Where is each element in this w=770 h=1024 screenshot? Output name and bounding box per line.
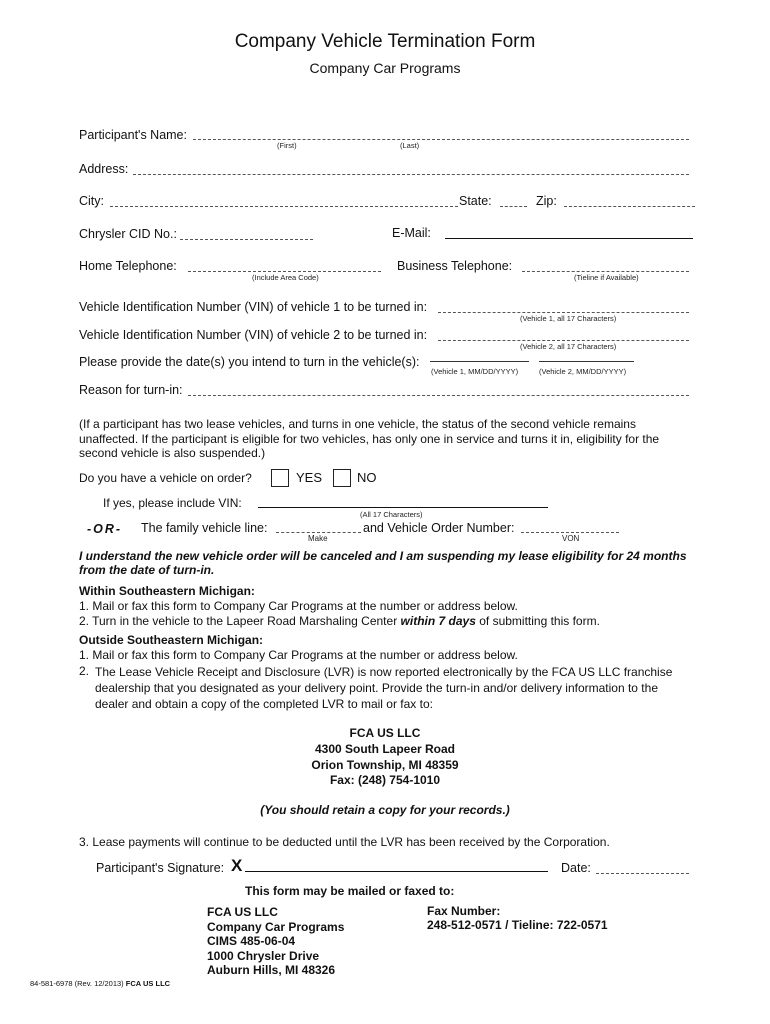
email-field[interactable]	[445, 238, 693, 239]
participant-name-label: Participant's Name:	[79, 128, 187, 142]
fax-number-value: 248-512-0571 / Tieline: 722-0571	[427, 918, 608, 932]
last-name-hint: (Last)	[400, 141, 420, 150]
within-item-2-text: 2. Turn in the vehicle to the Lapeer Road Marshaling Center	[79, 614, 401, 628]
state-label: State:	[459, 194, 492, 208]
within-item-1: 1. Mail or fax this form to Company Car Programs at the number or address below.	[79, 599, 518, 613]
zip-field[interactable]	[564, 206, 695, 207]
mail-address	[207, 905, 407, 978]
fax-number-label: Fax Number:	[427, 904, 501, 918]
vehicle-on-order-question: Do you have a vehicle on order?	[79, 471, 252, 485]
mail-address-line: Auburn Hills, MI 48326	[207, 963, 336, 977]
within-item-2-tail: of submitting this form.	[475, 614, 600, 628]
within-item-2-emphasis: within 7 days	[400, 614, 476, 628]
email-label: E-Mail:	[392, 226, 431, 240]
vin1-field[interactable]	[438, 312, 689, 313]
vin1-label: Vehicle Identification Number (VIN) of vehicle 1 to be turned in:	[79, 300, 428, 314]
order-number-label: and Vehicle Order Number:	[363, 521, 515, 535]
outside-item-2-number: 2.	[79, 664, 90, 678]
within-heading: Within Southeastern Michigan:	[79, 584, 255, 598]
outside-item-1: 1. Mail or fax this form to Company Car Programs at the number or address below.	[79, 648, 518, 662]
two-vehicle-note: (If a participant has two lease vehicles, and turns in one vehicle, the status of the second vehicle remains unaffected. If the participant is eligible for two vehicles, has only one in service and turns it in, eligibility for the second vehicle is also suspended.)	[79, 417, 660, 460]
family-vehicle-label: The family vehicle line:	[141, 521, 268, 535]
make-hint: Make	[308, 534, 328, 543]
vin2-field[interactable]	[438, 340, 689, 341]
order-vin-label: If yes, please include VIN:	[103, 496, 242, 510]
outside-heading: Outside Southeastern Michigan:	[79, 633, 264, 647]
footer-brand: FCA US LLC	[125, 979, 171, 988]
mail-address-line: CIMS 485-06-04	[207, 934, 296, 948]
state-field[interactable]	[500, 206, 527, 207]
address-label: Address:	[79, 162, 129, 176]
reason-field[interactable]	[188, 395, 689, 396]
outside-item-2: The Lease Vehicle Receipt and Disclosure (LVR) is now reported electronically by the FCA US LLC franchise dealership that you designated as your delivery point. Provide the turn-in and/or delivery information to the dealer and obtain a copy of the completed LVR to mail or fax to:	[95, 665, 673, 711]
vin2-label: Vehicle Identification Number (VIN) of vehicle 2 to be turned in:	[79, 328, 428, 342]
order-vin-field[interactable]	[258, 507, 548, 508]
form-footer	[30, 979, 170, 988]
family-vehicle-field[interactable]	[276, 532, 361, 533]
signature-x-mark: X	[231, 856, 243, 875]
within-item-2	[79, 614, 600, 628]
order-number-field[interactable]	[521, 532, 619, 533]
vehicle1-date-field[interactable]	[430, 361, 529, 362]
address-city: Orion Township, MI 48359	[311, 758, 459, 772]
business-telephone-label: Business Telephone:	[397, 259, 513, 273]
order-vin-hint: (All 17 Characters)	[360, 510, 423, 519]
home-telephone-hint: (Include Area Code)	[252, 273, 319, 282]
cancellation-acknowledgement: I understand the new vehicle order will be canceled and I am suspending my lease eligibility for 24 months from the date of turn-in.	[79, 549, 687, 577]
vin2-hint: (Vehicle 2, all 17 Characters)	[520, 342, 617, 351]
address-field[interactable]	[133, 174, 689, 175]
or-separator: -OR-	[87, 522, 123, 536]
mail-heading: This form may be mailed or faxed to:	[245, 884, 455, 898]
yes-label: YES	[296, 470, 323, 485]
city-label: City:	[79, 194, 104, 208]
signature-date-field[interactable]	[596, 873, 689, 874]
vehicle1-date-hint: (Vehicle 1, MM/DD/YYYY)	[431, 367, 519, 376]
home-telephone-label: Home Telephone:	[79, 259, 177, 273]
cid-label: Chrysler CID No.:	[79, 227, 177, 241]
address-fax: Fax: (248) 754-1010	[329, 773, 441, 787]
item-3: 3. Lease payments will continue to be deducted until the LVR has been received by the Corporation.	[79, 835, 610, 849]
page-title: Company Vehicle Termination Form	[234, 31, 536, 52]
address-company: FCA US LLC	[349, 726, 421, 740]
signature-field[interactable]	[245, 871, 548, 872]
von-hint: VON	[562, 534, 580, 543]
business-telephone-hint: (Tieline if Available)	[574, 273, 639, 282]
mail-address-line: 1000 Chrysler Drive	[207, 948, 320, 963]
form-code: 84-581-6978 (Rev. 12/2013)	[30, 979, 124, 988]
no-checkbox[interactable]	[333, 469, 351, 487]
yes-checkbox[interactable]	[271, 469, 289, 487]
mail-address-line: Company Car Programs	[207, 919, 345, 934]
signature-date-label: Date:	[561, 861, 591, 875]
cid-field[interactable]	[180, 239, 313, 240]
turn-in-date-label: Please provide the date(s) you intend to turn in the vehicle(s):	[79, 355, 420, 369]
mail-address-line: FCA US LLC	[207, 905, 278, 919]
no-label: NO	[357, 470, 377, 485]
address-street: 4300 South Lapeer Road	[314, 742, 456, 756]
participant-name-field[interactable]	[193, 139, 689, 140]
home-telephone-field[interactable]	[188, 271, 381, 272]
vehicle2-date-field[interactable]	[539, 361, 634, 362]
vehicle2-date-hint: (Vehicle 2, MM/DD/YYYY)	[539, 367, 627, 376]
business-telephone-field[interactable]	[522, 271, 689, 272]
retain-copy-note: (You should retain a copy for your records.)	[260, 803, 510, 817]
signature-label: Participant's Signature:	[96, 861, 225, 875]
city-field[interactable]	[110, 206, 458, 207]
vin1-hint: (Vehicle 1, all 17 Characters)	[520, 314, 617, 323]
page-subtitle: Company Car Programs	[309, 60, 461, 76]
zip-label: Zip:	[536, 194, 557, 208]
first-name-hint: (First)	[277, 141, 297, 150]
reason-label: Reason for turn-in:	[79, 383, 183, 397]
